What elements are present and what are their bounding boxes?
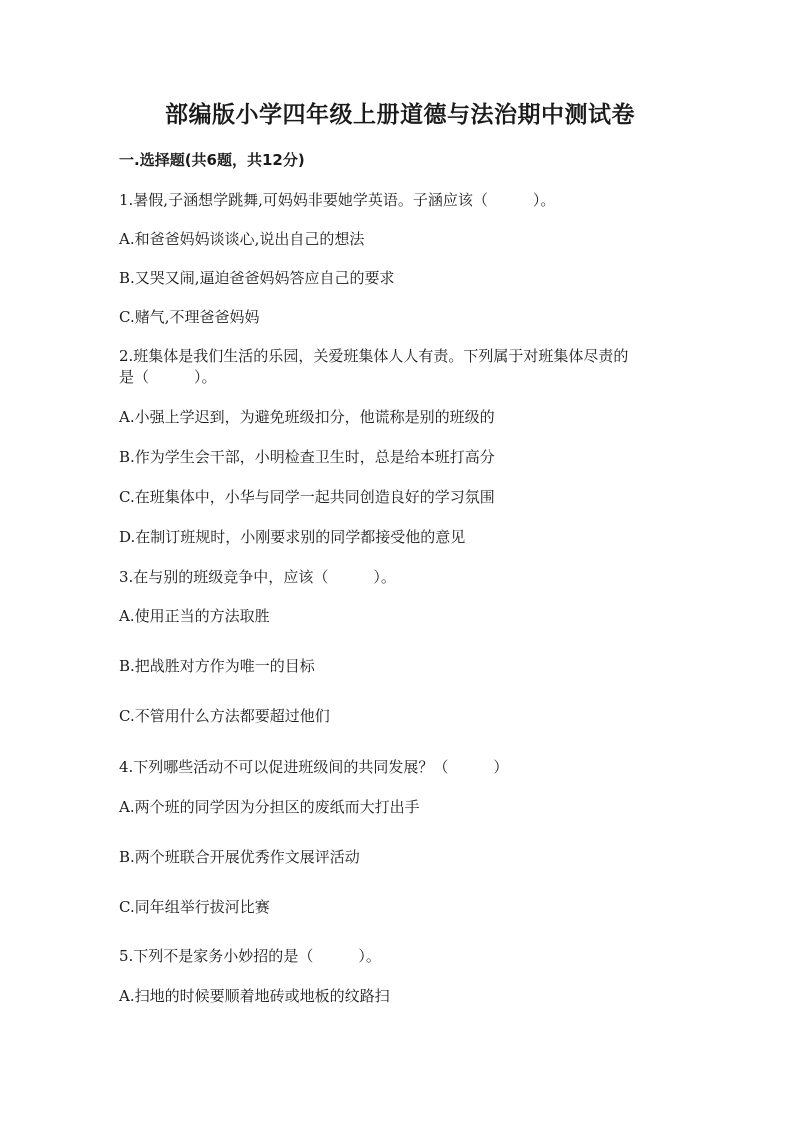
- question-1-option-b: B.又哭又闹,逼迫爸爸妈妈答应自己的要求: [119, 269, 395, 287]
- section-heading: 一.选择题(共6题，共12分): [119, 151, 305, 169]
- question-1-option-c: C.赌气,不理爸爸妈妈: [119, 308, 260, 326]
- question-2-option-a: A.小强上学迟到，为避免班级扣分，他谎称是别的班级的: [119, 408, 495, 426]
- question-2-option-d: D.在制订班规时，小刚要求别的同学都接受他的意见: [119, 528, 466, 546]
- question-1-stem: 1.暑假,子涵想学跳舞,可妈妈非要她学英语。子涵应该（ ）。: [119, 191, 556, 209]
- exam-title: 部编版小学四年级上册道德与法治期中测试卷: [165, 102, 635, 128]
- question-2-option-c: C.在班集体中，小华与同学一起共同创造良好的学习氛围: [119, 488, 495, 506]
- question-2-stem-line-1: 2.班集体是我们生活的乐园，关爱班集体人人有责。下列属于对班集体尽责的: [119, 347, 629, 365]
- question-4-option-b: B.两个班联合开展优秀作文展评活动: [119, 848, 360, 866]
- question-3-option-b: B.把战胜对方作为唯一的目标: [119, 657, 315, 675]
- question-2-option-b: B.作为学生会干部，小明检查卫生时，总是给本班打高分: [119, 448, 495, 466]
- question-3-stem: 3.在与别的班级竞争中，应该（ ）。: [119, 568, 396, 586]
- question-4-option-a: A.两个班的同学因为分担区的废纸而大打出手: [119, 798, 420, 816]
- question-2-stem-line-2: 是（ ）。: [119, 368, 217, 386]
- question-4-stem: 4.下列哪些活动不可以促进班级间的共同发展？（ ）: [119, 758, 509, 776]
- question-3-option-a: A.使用正当的方法取胜: [119, 607, 270, 625]
- question-5-stem: 5.下列不是家务小妙招的是（ ）。: [119, 947, 381, 965]
- question-1-option-a: A.和爸爸妈妈谈谈心,说出自己的想法: [119, 230, 365, 248]
- question-5-option-a: A.扫地的时候要顺着地砖或地板的纹路扫: [119, 987, 390, 1005]
- question-3-option-c: C.不管用什么方法都要超过他们: [119, 707, 330, 725]
- question-4-option-c: C.同年组举行拔河比赛: [119, 898, 270, 916]
